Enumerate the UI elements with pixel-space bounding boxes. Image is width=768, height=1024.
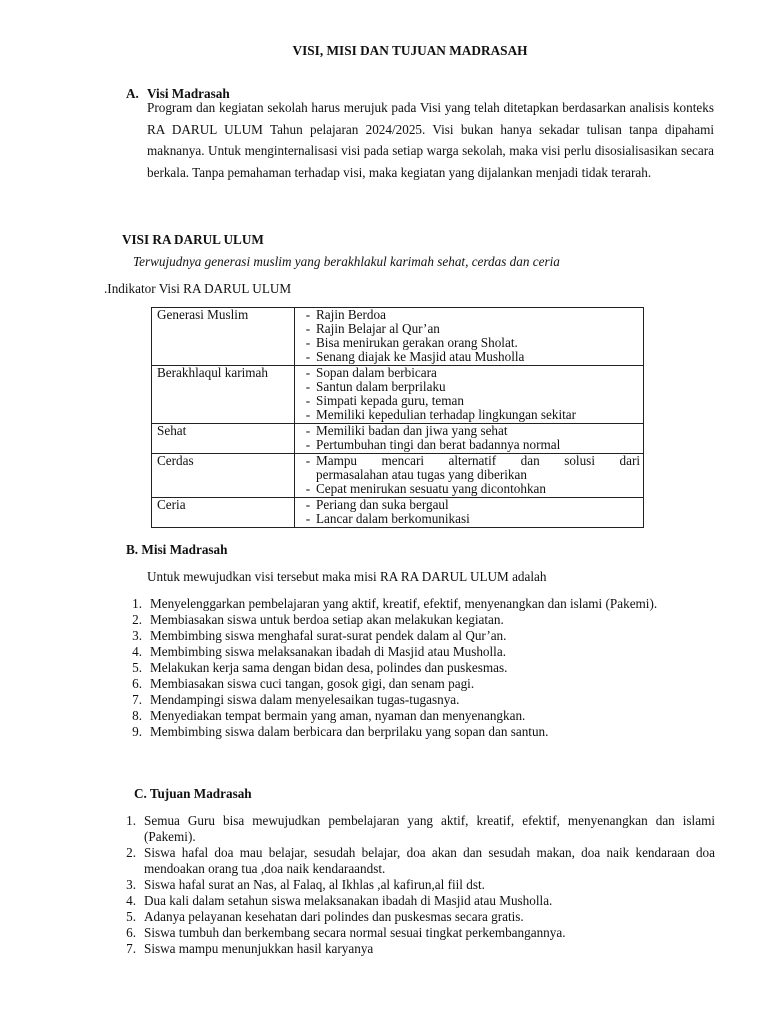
indicator-table xyxy=(151,307,644,528)
list-item: - Memiliki kepedulian terhadap lingkungan sekitar xyxy=(305,407,577,422)
document-title: VISI, MISI DAN TUJUAN MADRASAH xyxy=(292,43,528,58)
list-item: - Periang dan suka bergaul xyxy=(305,497,449,512)
list-item: permasalahan atau tugas yang diberikan xyxy=(316,467,527,482)
list-item: - Rajin Berdoa xyxy=(305,307,386,322)
table-row xyxy=(152,454,644,498)
list-item: 6. Membiasakan siswa cuci tangan, gosok gigi, dan senam pagi. xyxy=(132,676,475,691)
indicator-heading: .Indikator Visi RA DARUL ULUM xyxy=(104,281,292,296)
list-item: - Pertumbuhan tingi dan berat badannya normal xyxy=(305,437,561,452)
indicator-items xyxy=(295,366,644,424)
section-c-heading: C. Tujuan Madrasah xyxy=(134,786,252,801)
list-item: 7. Mendampingi siswa dalam menyelesaikan tugas-tugasnya. xyxy=(132,692,460,707)
list-item: - Cepat menirukan sesuatu yang dicontohkan xyxy=(305,481,546,496)
list-item: 2. Siswa hafal doa mau belajar, sesudah belajar, doa akan dan sesudah makan, doa naik kendaraan doa mendoakan orang tua ,doa naik kendaraandst. xyxy=(126,845,715,876)
indicator-items xyxy=(295,424,644,454)
list-item: 4. Dua kali dalam setahun siswa melaksanakan ibadah di Masjid atau Musholla. xyxy=(126,893,553,908)
visi-paragraph: Program dan kegiatan sekolah harus merujuk pada Visi yang telah ditetapkan berdasarkan analisis konteks RA DARUL ULUM Tahun pelajaran 2024/2025. Visi bukan hanya sekadar tulisan tanpa dipahami maknanya. Untuk menginternalisasi visi pada setiap warga sekolah, maka visi perlu disosialisasikan secara berkala. Tanpa pemahaman terhadap visi, maka kegiatan yang dijalankan menjadi tidak terarah. xyxy=(147,100,714,180)
table-row xyxy=(152,366,644,424)
misi-list xyxy=(126,596,715,740)
table-row xyxy=(152,308,644,366)
list-item: 6. Siswa tumbuh dan berkembang secara normal sesuai tingkat perkembangannya. xyxy=(126,925,566,940)
tujuan-list xyxy=(120,813,715,957)
list-item: 3. Membimbing siswa menghafal surat-surat pendek dalam al Qur’an. xyxy=(132,628,507,643)
table-row xyxy=(152,498,644,528)
indicator-label: Ceria xyxy=(152,498,295,528)
table-row xyxy=(152,424,644,454)
list-item: 5. Melakukan kerja sama dengan bidan desa, polindes dan puskesmas. xyxy=(132,660,508,675)
list-item: - Rajin Belajar al Qur’an xyxy=(305,321,440,336)
visi-ra-heading: VISI RA DARUL ULUM xyxy=(122,232,264,247)
list-item: 2. Membiasakan siswa untuk berdoa setiap akan melakukan kegiatan. xyxy=(132,612,504,627)
visi-statement: Terwujudnya generasi muslim yang berakhlakul karimah sehat, cerdas dan ceria xyxy=(133,254,560,269)
list-item: - Senang diajak ke Masjid atau Musholla xyxy=(305,349,525,364)
section-a-heading: Visi Madrasah xyxy=(147,86,230,101)
list-item: - Memiliki badan dan jiwa yang sehat xyxy=(305,423,508,438)
list-item: - Sopan dalam berbicara xyxy=(305,365,437,380)
indicator-label: Berakhlaqul karimah xyxy=(152,366,295,424)
list-item: - Mampu mencari alternatif dan solusi dari xyxy=(305,453,640,468)
section-a-letter: A. xyxy=(126,86,139,101)
indicator-label: Sehat xyxy=(152,424,295,454)
list-item: 3. Siswa hafal surat an Nas, al Falaq, al Ikhlas ,al kafirun,al fiil dst. xyxy=(126,877,485,892)
list-item: 4. Membimbing siswa melaksanakan ibadah di Masjid atau Musholla. xyxy=(132,644,506,659)
list-item: 5. Adanya pelayanan kesehatan dari polindes dan puskesmas secara gratis. xyxy=(126,909,524,924)
list-item: 1. Semua Guru bisa mewujudkan pembelajaran yang aktif, kreatif, efektif, menyenangkan dan islami (Pakemi). xyxy=(126,813,715,844)
section-b-heading: B. Misi Madrasah xyxy=(126,542,228,557)
list-item: 9. Membimbing siswa dalam berbicara dan berprilaku yang sopan dan santun. xyxy=(132,724,549,739)
list-item: 1. Menyelenggarkan pembelajaran yang aktif, kreatif, efektif, menyenangkan dan islami (Pakemi). xyxy=(132,596,658,611)
list-item: - Simpati kepada guru, teman xyxy=(305,393,464,408)
list-item: - Lancar dalam berkomunikasi xyxy=(305,511,470,526)
indicator-items xyxy=(295,498,644,528)
misi-intro: Untuk mewujudkan visi tersebut maka misi RA RA DARUL ULUM adalah xyxy=(147,569,547,584)
indicator-label: Generasi Muslim xyxy=(152,308,295,366)
indicator-items xyxy=(295,308,644,366)
indicator-label: Cerdas xyxy=(152,454,295,498)
list-item: - Bisa menirukan gerakan orang Sholat. xyxy=(305,335,518,350)
list-item: - Santun dalam berprilaku xyxy=(305,379,446,394)
indicator-items xyxy=(295,454,644,498)
list-item: 7. Siswa mampu menunjukkan hasil karyanya xyxy=(126,941,374,956)
list-item: 8. Menyediakan tempat bermain yang aman, nyaman dan menyenangkan. xyxy=(132,708,526,723)
